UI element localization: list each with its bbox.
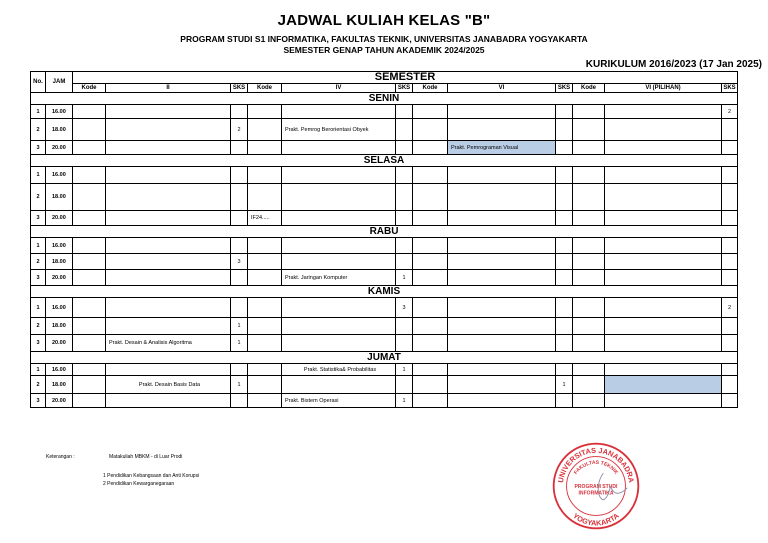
kode-ii-cell [73,238,106,254]
sks-ii-cell [231,270,248,286]
stamp-bottom-text: YOGYAKARTA [571,511,621,528]
sks-iv-cell [396,167,413,184]
course-iv-cell: Prakt. Pemrog Berorientasi Obyek [282,119,396,141]
course-iv-cell [282,254,396,270]
col-sks-iv: SKS [396,84,413,93]
slot-number: 2 [31,376,46,394]
kode-iv-cell [248,394,282,408]
kode-ii-cell [73,394,106,408]
course-vi-cell [448,238,556,254]
kode-vi-cell [413,105,448,119]
col-sem-vi-pilihan: VI (PILIHAN) [605,84,722,93]
course-ii-cell [106,184,231,211]
kode-pilihan-cell [573,167,605,184]
col-kode-pilihan: Kode [573,84,605,93]
sks-iv-cell: 1 [396,364,413,376]
sks-pilihan-cell [722,167,738,184]
kode-vi-cell [413,211,448,226]
course-vi-pilihan-cell [605,376,722,394]
sks-pilihan-cell [722,141,738,155]
day-row-senin [31,93,738,105]
slot-number: 3 [31,394,46,408]
schedule-row [31,105,738,119]
col-sks-pilihan: SKS [723,85,736,91]
slot-time: 20.00 [46,394,73,408]
kode-iv-cell [248,364,282,376]
sks-pilihan-cell [722,184,738,211]
course-iv-cell [282,184,396,211]
sks-vi-cell [556,318,573,335]
course-vi-cell [448,167,556,184]
sks-ii-cell [231,105,248,119]
sks-iv-cell [396,211,413,226]
kode-iv-cell [248,105,282,119]
course-ii-cell [106,211,231,226]
day-row-rabu [31,226,738,238]
slot-number: 2 [31,184,46,211]
kode-iv-cell [248,167,282,184]
kode-iv-cell [248,270,282,286]
sks-vi-cell [556,167,573,184]
sks-ii-cell [231,394,248,408]
sks-vi-cell [556,211,573,226]
course-ii-cell [106,318,231,335]
stamp-inner-text: FAKULTAS TEKNIK [572,459,620,476]
course-ii-cell [106,238,231,254]
course-iv-cell [282,105,396,119]
course-vi-pilihan-cell [605,335,722,352]
kode-iv-cell [248,376,282,394]
schedule-row [31,298,738,318]
slot-number: 3 [31,141,46,155]
course-vi-pilihan-cell [605,394,722,408]
course-iv-cell [282,335,396,352]
sks-ii-cell [231,238,248,254]
slot-time: 16.00 [46,298,73,318]
col-no-header: No. [31,72,46,93]
col-sem-iv: IV [282,84,396,93]
course-vi-pilihan-cell [605,298,722,318]
kode-pilihan-cell [573,270,605,286]
sks-vi-cell [556,238,573,254]
document-subtitle-program: PROGRAM STUDI S1 INFORMATIKA, FAKULTAS TEKNIK, UNIVERSITAS JANABADRA YOGYAKARTA [180,34,588,44]
slot-number: 1 [31,167,46,184]
sks-pilihan-cell [722,211,738,226]
sks-iv-cell [396,105,413,119]
kode-pilihan-cell [573,238,605,254]
col-sem-vi: VI [448,84,556,93]
kode-pilihan-cell [573,364,605,376]
sks-ii-cell: 1 [231,318,248,335]
kode-ii-cell [73,364,106,376]
slot-time: 20.00 [46,270,73,286]
sks-vi-cell [556,394,573,408]
sks-pilihan-cell: 2 [722,105,738,119]
sks-vi-cell [556,184,573,211]
course-vi-pilihan-cell [605,141,722,155]
kode-vi-cell [413,298,448,318]
schedule-row [31,364,738,376]
kode-ii-cell [73,254,106,270]
schedule-table [30,71,738,408]
schedule-row [31,376,738,394]
sks-vi-cell [556,270,573,286]
col-kode-iv: Kode [248,84,282,93]
kode-ii-cell [73,335,106,352]
slot-time: 20.00 [46,141,73,155]
notes-label: Keterangan : [46,454,75,460]
course-vi-cell [448,394,556,408]
sks-pilihan-cell [722,335,738,352]
course-vi-pilihan-cell [605,254,722,270]
schedule-row [31,211,738,226]
kode-vi-cell [413,141,448,155]
sks-pilihan-cell [722,254,738,270]
course-iv-cell [282,318,396,335]
notes-line-mbkm: Matakuliah MBKM - di Luar Prodi [109,454,183,460]
slot-time: 18.00 [46,318,73,335]
kode-vi-cell [413,119,448,141]
col-kode-ii: Kode [73,84,106,93]
day-label-rabu: RABU [31,226,738,238]
course-vi-pilihan-cell [605,105,722,119]
kode-iv-cell [248,141,282,155]
kode-pilihan-cell [573,105,605,119]
kode-pilihan-cell [573,141,605,155]
course-vi-pilihan-cell [605,364,722,376]
course-vi-cell: Prakt. Pemrograman Visual [448,141,556,155]
slot-time: 20.00 [46,211,73,226]
course-vi-pilihan-cell [605,184,722,211]
kode-vi-cell [413,184,448,211]
course-vi-cell [448,298,556,318]
course-vi-cell [448,119,556,141]
sks-pilihan-cell [722,364,738,376]
sks-ii-cell: 3 [231,254,248,270]
sks-iv-cell [396,238,413,254]
day-label-selasa: SELASA [31,155,738,167]
stamp-center-text-2: INFORMATIKA [578,490,614,497]
university-stamp [550,440,642,532]
slot-number: 3 [31,270,46,286]
slot-number: 2 [31,318,46,335]
sks-vi-cell [556,298,573,318]
sks-iv-cell [396,376,413,394]
slot-time: 16.00 [46,167,73,184]
sks-ii-cell [231,364,248,376]
kode-pilihan-cell [573,335,605,352]
document-title: JADWAL KULIAH KELAS "B" [277,12,491,29]
col-jam-header: JAM [46,72,73,93]
notes-line-2: 2 Pendidikan Kewarganegaraan [103,481,175,487]
course-ii-cell [106,119,231,141]
kode-pilihan-cell [573,298,605,318]
sks-vi-cell [556,364,573,376]
kode-pilihan-cell [573,184,605,211]
kode-iv-cell [248,298,282,318]
course-ii-cell [106,270,231,286]
sks-pilihan-cell [722,119,738,141]
kode-ii-cell [73,105,106,119]
sks-ii-cell: 1 [231,376,248,394]
sks-ii-cell [231,211,248,226]
stamp-center-text-1: PROGRAM STUDI [574,483,618,490]
slot-number: 1 [31,364,46,376]
kode-pilihan-cell [573,318,605,335]
course-iv-cell [282,167,396,184]
slot-time: 18.00 [46,376,73,394]
slot-time: 18.00 [46,254,73,270]
kode-pilihan-cell [573,376,605,394]
course-iv-cell [282,238,396,254]
sks-pilihan-cell [722,270,738,286]
kode-iv-cell [248,318,282,335]
header-row-columns [31,84,738,93]
kode-vi-cell [413,254,448,270]
sks-pilihan-cell [722,394,738,408]
course-iv-cell: Prakt. Statistika& Probabilitas [282,364,396,376]
schedule-row [31,238,738,254]
course-vi-pilihan-cell [605,119,722,141]
col-sks-ii: SKS [231,84,248,93]
schedule-row [31,318,738,335]
course-vi-cell [448,211,556,226]
slot-time: 16.00 [46,105,73,119]
slot-time: 20.00 [46,335,73,352]
slot-time: 16.00 [46,238,73,254]
schedule-row [31,270,738,286]
course-vi-cell [448,376,556,394]
col-sks-vi: SKS [556,84,573,93]
slot-number: 3 [31,211,46,226]
slot-number: 1 [31,298,46,318]
sks-vi-cell [556,105,573,119]
sks-vi-cell [556,254,573,270]
kode-ii-cell [73,318,106,335]
kode-ii-cell [73,211,106,226]
slot-number: 2 [31,254,46,270]
day-row-jumat [31,352,738,364]
sks-vi-cell [556,119,573,141]
course-vi-pilihan-cell [605,318,722,335]
slot-number: 1 [31,238,46,254]
kode-iv-cell: IF24..... [248,211,282,226]
course-iv-cell [282,211,396,226]
sks-iv-cell: 3 [396,298,413,318]
kode-ii-cell [73,167,106,184]
course-ii-cell: Prakt. Desain Basis Data [106,376,231,394]
kode-iv-cell [248,119,282,141]
notes-line-1: 1 Pendidikan Kebangsaan dan Anti Korupsi [103,473,200,479]
course-vi-cell [448,335,556,352]
col-sem-ii: II [106,84,231,93]
slot-number: 3 [31,335,46,352]
kode-ii-cell [73,376,106,394]
kode-ii-cell [73,119,106,141]
course-vi-cell [448,318,556,335]
course-vi-cell [448,270,556,286]
kode-vi-cell [413,394,448,408]
kode-vi-cell [413,238,448,254]
day-row-selasa [31,155,738,167]
kode-ii-cell [73,270,106,286]
schedule-row [31,184,738,211]
sks-vi-cell [556,335,573,352]
kurikulum-label: KURIKULUM 2016/2023 (17 Jan 2025) [585,59,762,70]
sks-pilihan-cell [722,318,738,335]
stamp-outer-text: UNIVERSITAS JANABADRA [556,445,636,484]
course-iv-cell [282,298,396,318]
sks-ii-cell [231,298,248,318]
kode-ii-cell [73,184,106,211]
schedule-row [31,119,738,141]
course-vi-pilihan-cell [605,270,722,286]
schedule-row [31,254,738,270]
kode-vi-cell [413,364,448,376]
course-ii-cell: Prakt. Desain & Analisis Algoritma [106,335,231,352]
sks-iv-cell: 1 [396,394,413,408]
kode-pilihan-cell [573,211,605,226]
course-ii-cell [106,254,231,270]
course-ii-cell [106,394,231,408]
course-vi-cell [448,105,556,119]
kode-pilihan-cell [573,119,605,141]
header-row-top [31,72,738,84]
course-iv-cell [282,376,396,394]
sks-iv-cell [396,141,413,155]
sks-vi-cell [556,141,573,155]
document-subtitle-semester: SEMESTER GENAP TAHUN AKADEMIK 2024/2025 [283,45,485,55]
day-row-kamis [31,286,738,298]
sks-pilihan-cell: 2 [722,298,738,318]
sks-ii-cell [231,141,248,155]
kode-ii-cell [73,298,106,318]
slot-time: 18.00 [46,184,73,211]
schedule-row [31,335,738,352]
course-vi-cell [448,364,556,376]
course-vi-cell [448,254,556,270]
sks-ii-cell: 2 [231,119,248,141]
sks-iv-cell [396,335,413,352]
slot-time: 16.00 [46,364,73,376]
kode-iv-cell [248,335,282,352]
kode-ii-cell [73,141,106,155]
sks-ii-cell: 1 [231,335,248,352]
kode-iv-cell [248,184,282,211]
sks-iv-cell: 1 [396,270,413,286]
kode-pilihan-cell [573,394,605,408]
schedule-row [31,394,738,408]
course-ii-cell [106,364,231,376]
course-vi-cell [448,184,556,211]
sks-ii-cell [231,167,248,184]
course-iv-cell: Prakt. Bistem Operasi [282,394,396,408]
sks-iv-cell [396,254,413,270]
kode-iv-cell [248,238,282,254]
sks-iv-cell [396,318,413,335]
sks-iv-cell [396,184,413,211]
course-vi-pilihan-cell [605,211,722,226]
course-ii-cell [106,298,231,318]
course-vi-pilihan-cell [605,238,722,254]
sks-vi-cell: 1 [556,376,573,394]
sks-pilihan-cell [722,376,738,394]
day-label-jumat: JUMAT [31,352,738,364]
kode-iv-cell [248,254,282,270]
course-ii-cell [106,167,231,184]
course-ii-cell [106,141,231,155]
slot-number: 2 [31,119,46,141]
kode-vi-cell [413,270,448,286]
sks-pilihan-cell [722,238,738,254]
semester-header: SEMESTER [73,72,738,84]
day-label-kamis: KAMIS [31,286,738,298]
schedule-row [31,141,738,155]
slot-number: 1 [31,105,46,119]
kode-vi-cell [413,167,448,184]
course-vi-pilihan-cell [605,167,722,184]
course-iv-cell [282,141,396,155]
kode-vi-cell [413,376,448,394]
day-label-senin: SENIN [31,93,738,105]
slot-time: 18.00 [46,119,73,141]
kode-vi-cell [413,318,448,335]
schedule-row [31,167,738,184]
kode-vi-cell [413,335,448,352]
course-iv-cell: Prakt. Jaringan Komputer [282,270,396,286]
col-kode-vi: Kode [413,84,448,93]
kode-pilihan-cell [573,254,605,270]
sks-iv-cell [396,119,413,141]
course-ii-cell [106,105,231,119]
sks-ii-cell [231,184,248,211]
